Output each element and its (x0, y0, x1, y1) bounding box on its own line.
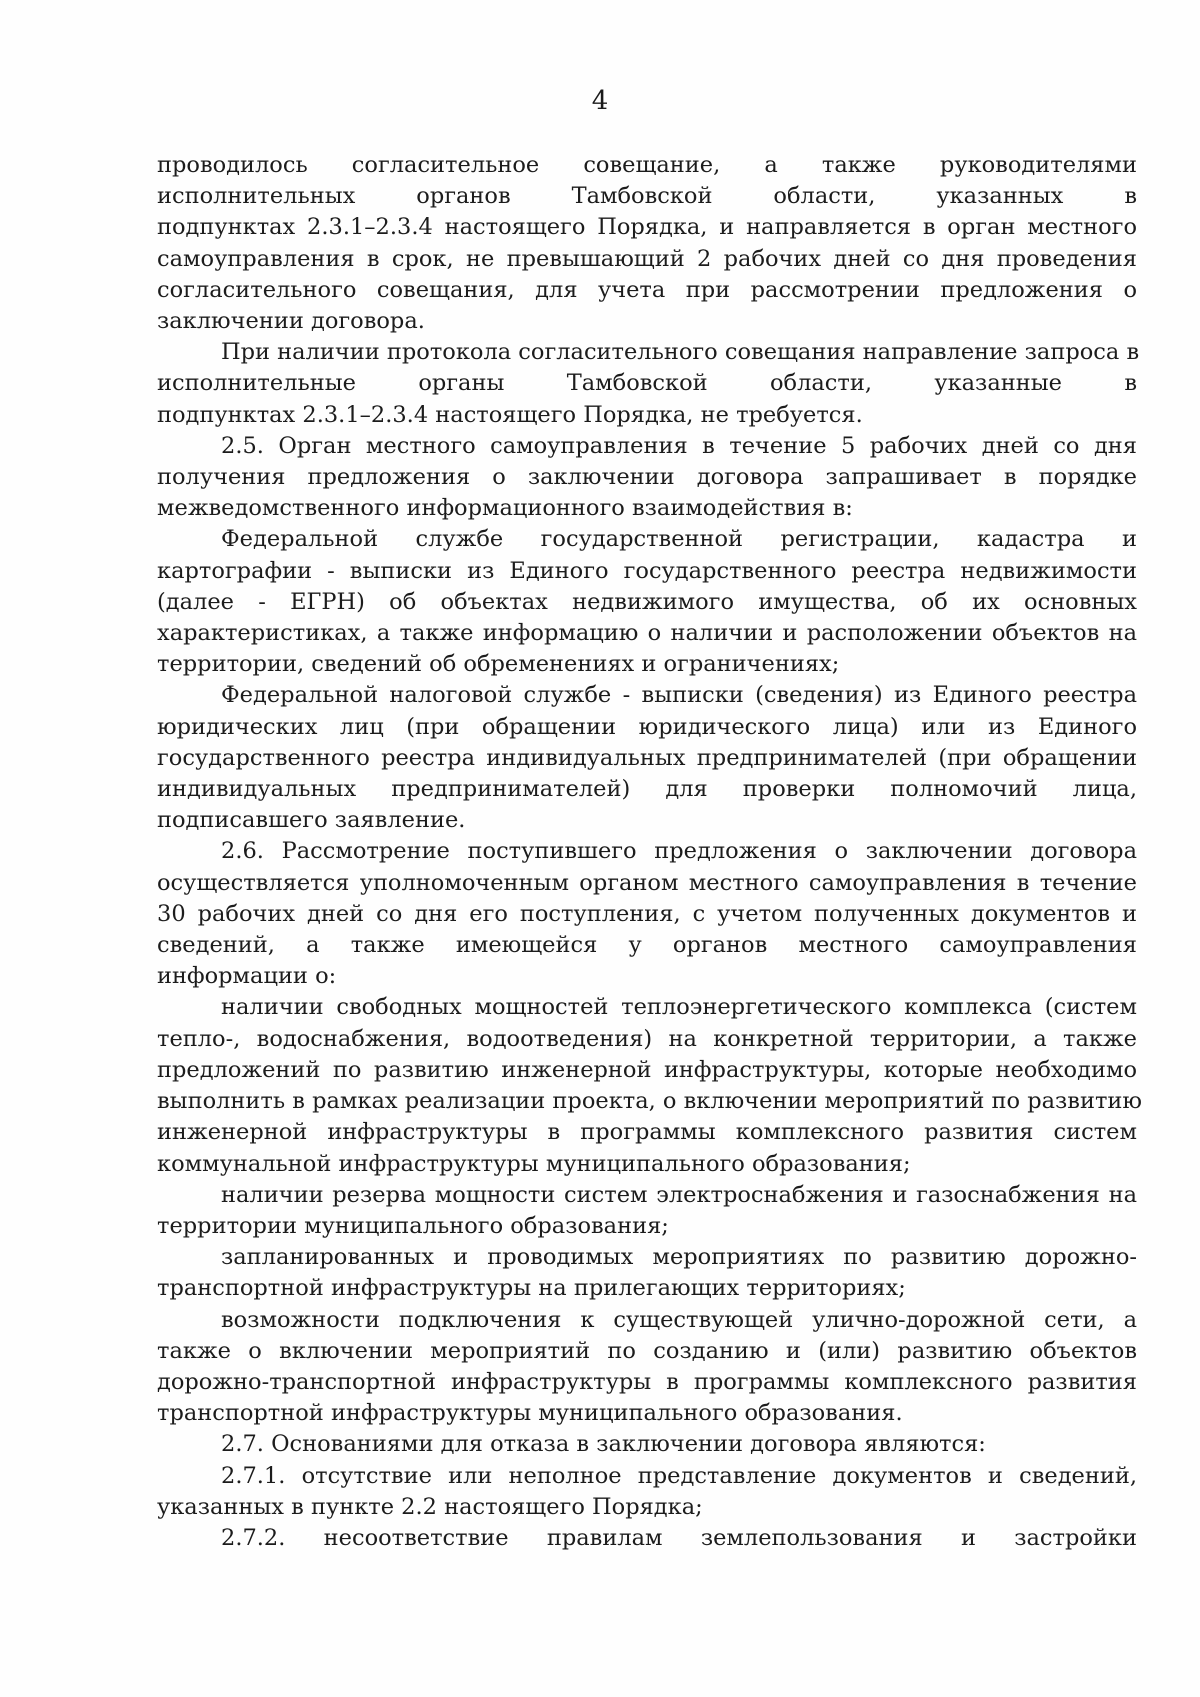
text-line: 2.7.2. несоответствие правилам землепользования и застройки (221, 1524, 1137, 1551)
text-line: транспортной инфраструктуры муниципального образования. (157, 1400, 903, 1427)
paragraph (157, 836, 1137, 992)
text-line: указанных в пункте 2.2 настоящего Порядка; (157, 1493, 703, 1520)
text-line: подпунктах 2.3.1–2.3.4 настоящего Порядка, не требуется. (157, 401, 863, 428)
paragraph (157, 150, 1137, 337)
text-line: территории муниципального образования; (157, 1212, 669, 1239)
text-line: согласительного совещания, для учета при рассмотрении предложения о (157, 276, 1137, 303)
text-line: выполнить в рамках реализации проекта, о включении мероприятий по развитию (157, 1088, 1142, 1115)
text-line: тепло-, водоснабжения, водоотведения) на конкретной территории, а также (157, 1025, 1137, 1052)
text-line: картографии - выписки из Единого государственного реестра недвижимости (157, 557, 1137, 584)
text-line: подпунктах 2.3.1–2.3.4 настоящего Порядка, и направляется в орган местного (157, 214, 1137, 241)
text-line: территории, сведений об обременениях и ограничениях; (157, 651, 840, 678)
paragraph (157, 1242, 1137, 1304)
text-line: 2.6. Рассмотрение поступившего предложения о заключении договора (221, 838, 1137, 865)
paragraph (157, 992, 1142, 1179)
text-line: наличии свободных мощностей теплоэнергетического комплекса (систем (221, 994, 1137, 1021)
text-line: транспортной инфраструктуры на прилегающих территориях; (157, 1275, 906, 1302)
text-line: также о включении мероприятий по созданию и (или) развитию объектов (157, 1337, 1137, 1364)
paragraph (157, 1305, 1137, 1430)
text-line: возможности подключения к существующей улично-дорожной сети, а (221, 1306, 1137, 1333)
text-line: исполнительные органы Тамбовской области, указанные в (157, 370, 1137, 397)
paragraph (157, 524, 1137, 680)
text-line: подписавшего заявление. (157, 807, 466, 834)
text-line: дорожно-транспортной инфраструктуры в программы комплексного развития (157, 1368, 1137, 1395)
text-line: предложений по развитию инженерной инфраструктуры, которые необходимо (157, 1056, 1137, 1083)
text-line: Федеральной службе государственной регистрации, кадастра и (221, 526, 1137, 553)
text-line: государственного реестра индивидуальных предпринимателей (при обращении (157, 744, 1137, 771)
text-line: 30 рабочих дней со дня его поступления, с учетом полученных документов и (157, 900, 1137, 927)
paragraph (157, 1180, 1137, 1242)
text-line: коммунальной инфраструктуры муниципального образования; (157, 1150, 911, 1177)
paragraph (157, 1429, 1137, 1460)
paragraph (157, 1461, 1137, 1523)
text-line: осуществляется уполномоченным органом местного самоуправления в течение (157, 869, 1137, 896)
text-line: При наличии протокола согласительного совещания направление запроса в (221, 339, 1140, 366)
text-line: наличии резерва мощности систем электроснабжения и газоснабжения на (221, 1181, 1137, 1208)
text-line: исполнительных органов Тамбовской области, указанных в (157, 183, 1137, 210)
text-line: получения предложения о заключении договора запрашивает в порядке (157, 464, 1137, 491)
paragraph (157, 431, 1137, 525)
text-line: индивидуальных предпринимателей) для проверки полномочий лица, (157, 776, 1137, 803)
text-line: характеристиках, а также информацию о наличии и расположении объектов на (157, 620, 1137, 647)
text-line: запланированных и проводимых мероприятиях по развитию дорожно- (221, 1244, 1137, 1271)
document-body (157, 150, 1142, 1554)
text-line: (далее - ЕГРН) об объектах недвижимого имущества, об их основных (157, 588, 1137, 615)
text-line: 2.7. Основаниями для отказа в заключении договора являются: (221, 1431, 986, 1458)
paragraph (157, 337, 1140, 431)
text-line: инженерной инфраструктуры в программы комплексного развития систем (157, 1119, 1137, 1146)
text-line: 2.7.1. отсутствие или неполное представление документов и сведений, (221, 1462, 1137, 1489)
text-line: 2.5. Орган местного самоуправления в течение 5 рабочих дней со дня (221, 432, 1137, 459)
paragraph (157, 1523, 1137, 1554)
text-line: сведений, а также имеющейся у органов местного самоуправления (157, 932, 1137, 959)
text-line: самоуправления в срок, не превышающий 2 рабочих дней со дня проведения (157, 245, 1137, 272)
page-number: 4 (591, 86, 609, 116)
text-line: межведомственного информационного взаимодействия в: (157, 495, 853, 522)
text-line: проводилось согласительное совещание, а также руководителями (157, 152, 1137, 178)
paragraph (157, 680, 1137, 836)
text-line: заключении договора. (157, 308, 425, 335)
text-line: юридических лиц (при обращении юридического лица) или из Единого (157, 713, 1137, 740)
text-line: Федеральной налоговой службе - выписки (сведения) из Единого реестра (221, 682, 1137, 709)
text-line: информации о: (157, 963, 337, 990)
